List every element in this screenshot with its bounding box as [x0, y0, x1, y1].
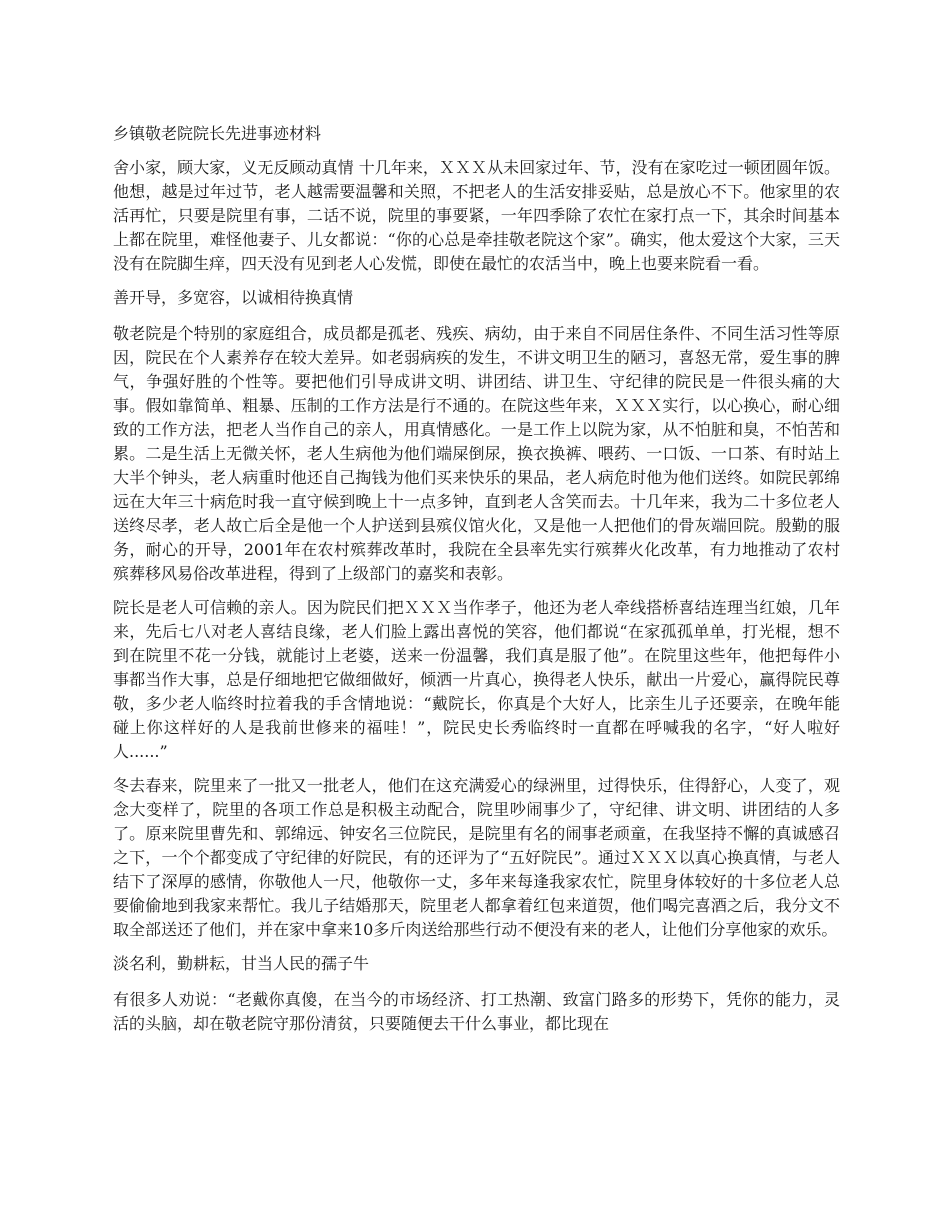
document-title: 乡镇敬老院院长先进事迹材料	[113, 124, 322, 143]
paragraph-changed-residents: 冬去春来，院里来了一批又一批老人，他们在这充满爱心的绿洲里，过得快乐，住得舒心，人变了，观念大变样了，院里的各项工作总是积极主动配合，院里吵闹事少了，守纪律、讲文明、讲团结的人多了。原来院里曹先和、郭绵远、钟安名三位院民，是院里有名的闹事老顽童，在我坚持不懈的真诚感召之下，一个个都变成了守纪律的好院民，有的还评为了“五好院民”。通过ＸＸＸ以真心换真情，与老人结下了深厚的感情，你敬他人一尺，他敬你一丈，多年来每逢我家农忙，院里身体较好的十多位老人总要偷偷地到我家来帮忙。我儿子结婚那天，院里老人都拿着红包来道贺，他们喝完喜酒之后，我分文不取全部送还了他们，并在家中拿来10多斤肉送给那些行动不便没有来的老人，让他们分享他家的欢乐。	[113, 776, 840, 939]
paragraph-advice: 有很多人劝说：“老戴你真傻，在当今的市场经济、打工热潮、致富门路多的形势下，凭你的能力，灵活的头脑，却在敬老院守那份清贫，只要随便去干什么事业，都比现在	[113, 990, 840, 1033]
section-heading-dedication: 淡名利，勤耕耘，甘当人民的孺子牛	[113, 954, 370, 973]
section-heading-guidance: 善开导，多宽容，以诚相待换真情	[113, 288, 354, 307]
paragraph-trusted-relative: 院长是老人可信赖的亲人。因为院民们把ＸＸＸ当作孝子，他还为老人牵线搭桥喜结连理当红娘，几年来，先后七八对老人喜结良缘，老人们脸上露出喜悦的笑容，他们都说“在家孤孤单单，打光棍，想不到在院里不花一分钱，就能讨上老婆，送来一份温馨，我们真是服了他”。在院里这些年，他把每件小事都当作大事，总是仔细地把它做细做好，倾洒一片真心，换得老人快乐，献出一片爱心，赢得院民尊敬，多少老人临终时拉着我的手含情地说：“戴院长，你真是个大好人，比亲生儿子还要亲，在晚年能碰上你这样好的人是我前世修来的福哇！”，院民史长秀临终时一直都在呼喊我的名字，“好人啦好人......”	[113, 598, 840, 761]
paragraph-family-sacrifice: 舍小家，顾大家，义无反顾动真情 十几年来，ＸＸＸ从未回家过年、节，没有在家吃过一顿团圆年饭。他想，越是过年过节，老人越需要温馨和关照，不把老人的生活安排妥贴，总是放心不下。他家里的农活再忙，只要是院里有事，二话不说，院里的事要紧，一年四季除了农忙在家打点一下，其余时间基本上都在院里，难怪他妻子、儿女都说：“你的心总是牵挂敬老院这个家”。确实，他太爱这个大家，三天没有在院脚生痒，四天没有见到老人心发慌，即使在最忙的农活当中，晚上也要来院看一看。	[113, 158, 840, 273]
paragraph-care-methods: 敬老院是个特别的家庭组合，成员都是孤老、残疾、病幼，由于来自不同居住条件、不同生活习性等原因，院民在个人素养存在较大差异。如老弱病疾的发生，不讲文明卫生的陋习，喜怒无常，爱生事的脾气，争强好胜的个性等。要把他们引导成讲文明、讲团结、讲卫生、守纪律的院民是一件很头痛的大事。假如靠简单、粗暴、压制的工作方法是行不通的。在院这些年来，ＸＸＸ实行，以心换心，耐心细致的工作方法，把老人当作自己的亲人，用真情感化。一是工作上以院为家，从不怕脏和臭，不怕苦和累。二是生活上无微关怀，老人生病他为他们端屎倒尿，换衣换裤、喂药、一口饭、一口茶、有时站上大半个钟头，老人病重时他还自己掏钱为他们买来快乐的果品，老人病危时他为他们送终。如院民郭绵远在大年三十病危时我一直守候到晚上十一点多钟，直到老人含笑而去。十几年来，我为二十多位老人送终尽孝，老人故亡后全是他一个人护送到县殡仪馆火化，又是他一人把他们的骨灰端回院。殷勤的服务，耐心的开导，2001年在农村殡葬改革时，我院在全县率先实行殡葬火化改革，有力地推动了农村殡葬移风易俗改革进程，得到了上级部门的嘉奖和表彰。	[113, 324, 840, 583]
document-page	[113, 122, 840, 1046]
